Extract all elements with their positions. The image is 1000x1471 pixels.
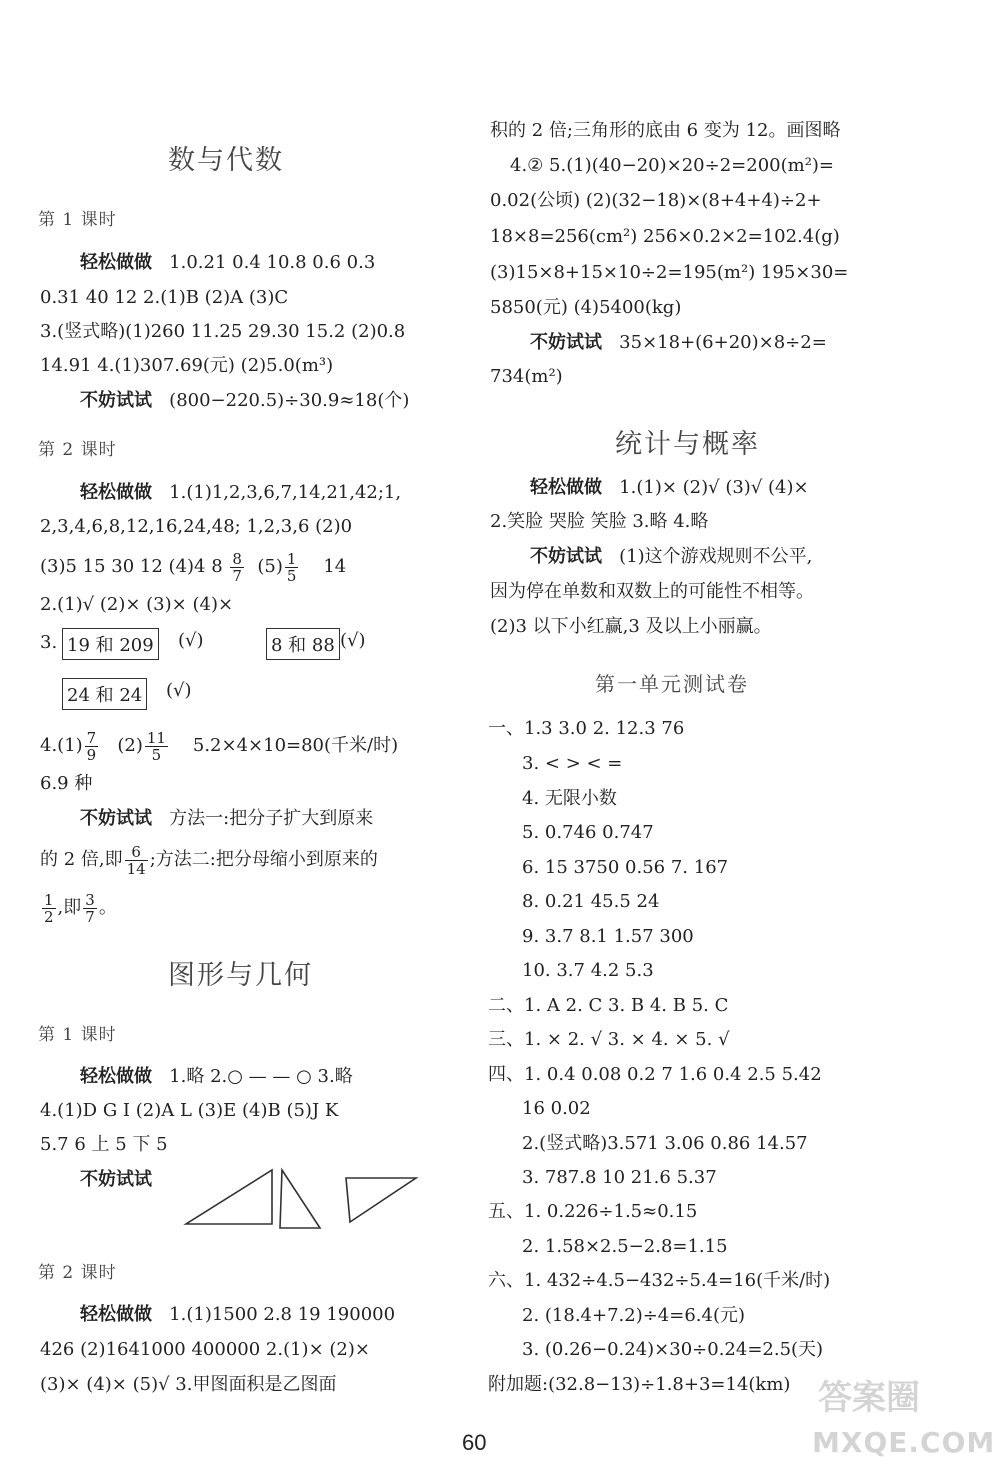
fraction	[42, 892, 56, 925]
answer-line	[80, 1169, 152, 1191]
answer-line	[530, 477, 809, 499]
denominator: 7	[232, 566, 242, 585]
answer-text: (2)	[117, 735, 143, 756]
answer-line: 积的 2 倍;三角形的底由 6 变为 12。画图略	[490, 120, 841, 141]
answer-line: 附加题:(32.8−13)÷1.8+3=14(km)	[488, 1374, 791, 1395]
numerator: 1	[286, 549, 297, 568]
numerator: 7	[86, 728, 97, 747]
answer-text: 。	[98, 897, 117, 918]
answer-line: 二、1. A 2. C 3. B 4. B 5. C	[488, 995, 729, 1016]
answer-line: 16 0.02	[522, 1098, 591, 1119]
fraction	[230, 551, 244, 584]
section-title-algebra: 数与代数	[168, 145, 284, 176]
answer-line: 5. 0.746 0.747	[522, 822, 654, 843]
answer-text: 5.2×4×10=80(千米/时)	[192, 735, 399, 756]
fraction	[145, 730, 168, 763]
label-easy: 轻松做做	[80, 482, 152, 503]
answer-line	[40, 888, 117, 928]
denominator: 5	[286, 566, 297, 585]
triangle-drawings	[180, 1160, 430, 1232]
fraction	[285, 551, 299, 584]
answer-line: 18×8=256(cm²) 256×0.2×2=102.4(g)	[490, 226, 840, 247]
answer-line: 5850(元) (4)5400(kg)	[490, 297, 682, 318]
label-try: 不妨试试	[530, 546, 602, 567]
answer-line: 3. (0.26−0.24)×30÷0.24=2.5(天)	[522, 1339, 824, 1360]
triangle-shape	[346, 1178, 416, 1222]
page-number: 60	[462, 1430, 487, 1455]
answer-line	[530, 332, 827, 354]
answer-line: 四、1. 0.4 0.08 0.2 7 1.6 0.4 2.5 5.42	[488, 1064, 822, 1085]
answer-text: 的 2 倍,即	[40, 849, 123, 870]
answer-line: 因为停在单数和双数上的可能性不相等。	[490, 581, 814, 602]
answer-line: 一、1.3 3.0 2. 12.3 76	[488, 718, 685, 739]
answer-line: 4. 无限小数	[522, 788, 617, 809]
label-easy: 轻松做做	[80, 1066, 152, 1087]
lesson-heading: 第 2 课时	[38, 440, 117, 460]
answer-line	[80, 808, 373, 830]
answer-text: 方法一:把分子扩大到原来	[169, 808, 374, 829]
answer-text: (1)这个游戏规则不公平,	[619, 546, 813, 567]
check-mark: (√)	[166, 680, 192, 701]
section-title-geometry: 图形与几何	[168, 960, 313, 991]
answer-text: (5)	[257, 556, 283, 577]
answer-line: 2. (18.4+7.2)÷4=6.4(元)	[522, 1305, 746, 1326]
numerator: 1	[44, 890, 54, 909]
triangle-shape	[280, 1170, 320, 1228]
answer-line: 14.91 4.(1)307.69(元) (2)5.0(m³)	[40, 355, 334, 376]
answer-text: (3)5 15 30 12 (4)4 8	[40, 556, 223, 577]
answer-text: 1.略 2.○ — — ○ 3.略	[169, 1066, 353, 1087]
answer-text: (800−220.5)÷30.9≈18(个)	[169, 390, 410, 411]
label-try: 不妨试试	[80, 390, 152, 411]
answer-line: 6. 15 3750 0.56 7. 167	[522, 857, 729, 878]
label-easy: 轻松做做	[80, 1304, 152, 1325]
answer-line	[80, 482, 401, 504]
answer-text: ,即	[57, 897, 82, 918]
lesson-heading: 第 1 课时	[38, 210, 117, 230]
fraction	[85, 730, 99, 763]
answer-line: 426 (2)1641000 400000 2.(1)× (2)×	[40, 1339, 370, 1360]
label-try: 不妨试试	[530, 332, 602, 353]
answer-line: 4.(1)D G I (2)A L (3)E (4)B (5)J K	[40, 1100, 339, 1121]
label-easy: 轻松做做	[80, 252, 152, 273]
check-mark: (√)	[340, 630, 366, 651]
answer-line: 2,3,4,6,8,12,16,24,48; 1,2,3,6 (2)0	[40, 516, 353, 537]
answer-text: 4.(1)	[40, 735, 83, 756]
check-mark: (√)	[178, 630, 204, 651]
answer-text: 1.(1)1,2,3,6,7,14,21,42;1,	[169, 482, 402, 503]
denominator: 9	[86, 745, 97, 764]
answer-line: 3. < > < =	[522, 753, 623, 774]
answer-line: 9. 3.7 8.1 1.57 300	[522, 926, 694, 947]
answer-line: 5.7 6 上 5 下 5	[40, 1134, 168, 1155]
answer-line	[40, 726, 398, 766]
answer-line: 2. 1.58×2.5−2.8=1.15	[522, 1236, 728, 1257]
fraction	[125, 844, 148, 877]
answer-text: 1.(1)1500 2.8 19 190000	[169, 1304, 396, 1325]
answer-text: 1.(1)× (2)√ (3)√ (4)×	[619, 477, 809, 498]
numerator: 6	[125, 844, 148, 861]
answer-box: 8 和 88	[266, 628, 340, 660]
answer-text: 1.0.21 0.4 10.8 0.6 0.3	[169, 252, 376, 273]
answer-text: 35×18+(6+20)×8÷2=	[619, 332, 827, 353]
triangle-shape	[186, 1170, 272, 1224]
watermark-url: MXQE.COM	[812, 1426, 996, 1459]
denominator: 7	[85, 907, 95, 926]
denominator: 14	[126, 859, 146, 878]
answer-line	[80, 252, 375, 274]
answer-line: 10. 3.7 4.2 5.3	[522, 960, 654, 981]
denominator: 5	[151, 745, 162, 764]
answer-box: 24 和 24	[62, 678, 147, 710]
answer-line: 4.② 5.(1)(40−20)×20÷2=200(m²)=	[510, 155, 835, 176]
numerator: 8	[232, 549, 242, 568]
lesson-heading: 第 2 课时	[38, 1263, 117, 1283]
answer-line: (2)3 以下小红赢,3 及以上小丽赢。	[490, 616, 772, 637]
answer-line	[530, 546, 812, 568]
section-title-unit-test: 第一单元测试卷	[595, 672, 749, 696]
answer-text: 3.	[40, 632, 58, 653]
answer-line: 3.(竖式略)(1)260 11.25 29.30 15.2 (2)0.8	[40, 321, 406, 342]
answer-line: (3)× (4)× (5)√ 3.甲图面积是乙图面	[40, 1374, 337, 1395]
lesson-heading: 第 1 课时	[38, 1025, 117, 1045]
answer-line: 六、1. 432÷4.5−432÷5.4=16(千米/时)	[488, 1270, 831, 1291]
label-try: 不妨试试	[80, 808, 152, 829]
answer-box: 19 和 209	[62, 628, 159, 660]
answer-line: 734(m²)	[490, 366, 563, 387]
answer-line: (3)15×8+15×10÷2=195(m²) 195×30=	[490, 262, 849, 283]
denominator: 2	[44, 907, 54, 926]
numerator: 11	[146, 728, 166, 747]
answer-line: 五、1. 0.226÷1.5≈0.15	[488, 1201, 698, 1222]
answer-line: 三、1. × 2. √ 3. × 4. × 5. √	[488, 1029, 730, 1050]
answer-line: 0.02(公顷) (2)(32−18)×(8+4+4)÷2+	[490, 190, 822, 211]
answer-line: 8. 0.21 45.5 24	[522, 891, 660, 912]
section-title-statistics: 统计与概率	[615, 429, 760, 460]
answer-line	[80, 390, 409, 412]
answer-line	[80, 1304, 395, 1326]
answer-line: 6.9 种	[40, 773, 93, 794]
answer-line	[40, 840, 378, 880]
label-easy: 轻松做做	[530, 477, 602, 498]
watermark-logo: 答案圈	[818, 1378, 920, 1418]
answer-line	[80, 1066, 353, 1088]
answer-line: 2.(1)√ (2)× (3)× (4)×	[40, 594, 234, 615]
answer-line: 2.笑脸 哭脸 笑脸 3.略 4.略	[490, 511, 709, 532]
answer-line: 2.(竖式略)3.571 3.06 0.86 14.57	[522, 1133, 808, 1154]
answer-line: 0.31 40 12 2.(1)B (2)A (3)C	[40, 287, 289, 308]
answer-line: 3. 787.8 10 21.6 5.37	[522, 1167, 717, 1188]
answer-line	[40, 547, 346, 587]
fraction	[83, 892, 97, 925]
answer-text: 14	[323, 556, 347, 577]
label-try: 不妨试试	[80, 1169, 152, 1190]
numerator: 3	[85, 890, 95, 909]
answer-text: ;方法二:把分母缩小到原来的	[149, 849, 378, 870]
